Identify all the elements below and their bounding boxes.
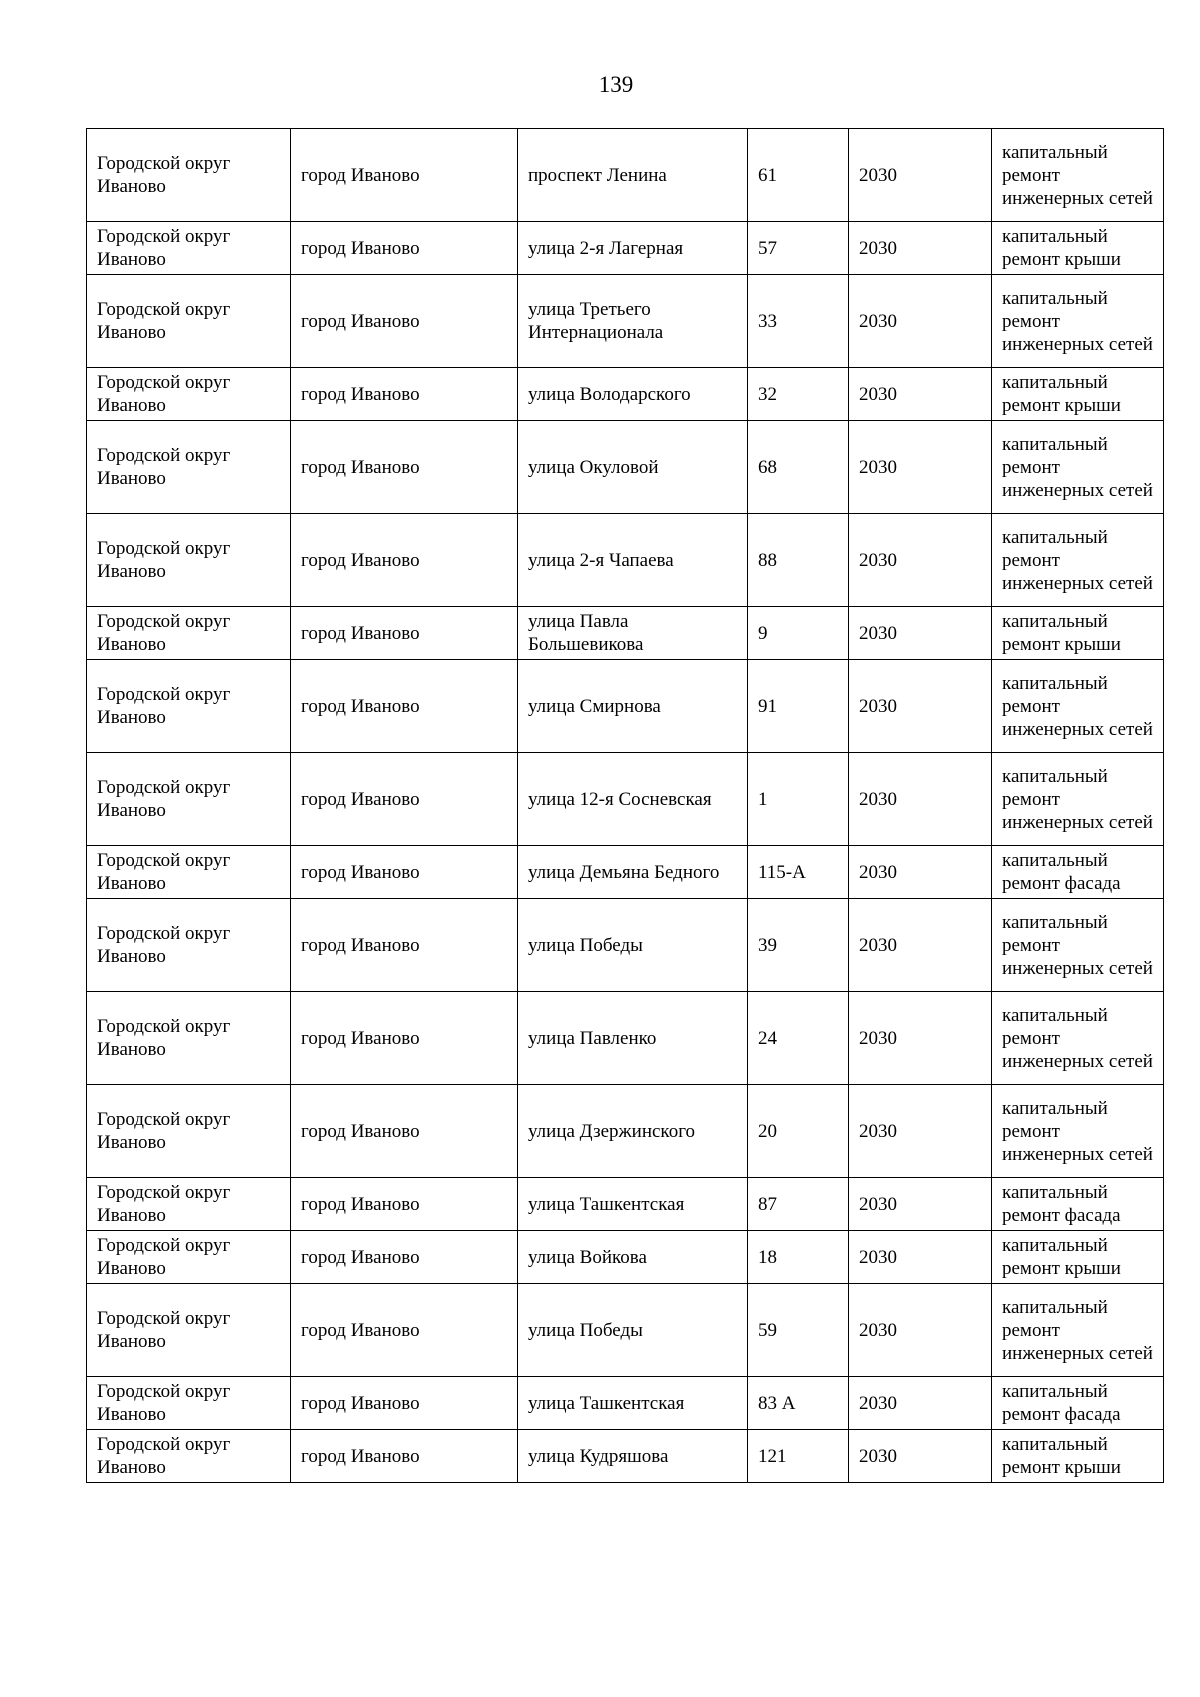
municipality-cell — [87, 1430, 291, 1483]
year-cell — [849, 514, 992, 607]
work-type-cell — [992, 1430, 1164, 1483]
street-cell — [518, 1284, 748, 1377]
work-type-cell — [992, 421, 1164, 514]
table-row — [87, 1430, 1164, 1483]
settlement-cell — [291, 1377, 518, 1430]
table-row — [87, 1085, 1164, 1178]
street-cell-text: проспект Ленина — [528, 164, 667, 186]
year-cell-text: 2030 — [859, 310, 897, 332]
street-cell — [518, 992, 748, 1085]
house-number-cell — [748, 275, 849, 368]
work-type-cell-text: капитальный ремонт инженерных сетей — [1002, 1097, 1153, 1165]
table-row — [87, 992, 1164, 1085]
table-row — [87, 607, 1164, 660]
work-type-cell — [992, 129, 1164, 222]
table-row — [87, 222, 1164, 275]
year-cell — [849, 846, 992, 899]
municipality-cell — [87, 421, 291, 514]
house-number-cell — [748, 992, 849, 1085]
house-number-cell — [748, 1085, 849, 1178]
settlement-cell — [291, 992, 518, 1085]
work-type-cell — [992, 222, 1164, 275]
year-cell-text: 2030 — [859, 1120, 897, 1142]
municipality-cell — [87, 753, 291, 846]
municipality-cell-text: Городской округ Иваново — [97, 445, 231, 489]
house-number-cell-text: 33 — [758, 310, 777, 332]
municipality-cell — [87, 607, 291, 660]
house-number-cell-text: 61 — [758, 164, 777, 186]
house-number-cell — [748, 660, 849, 753]
house-number-cell — [748, 1430, 849, 1483]
settlement-cell — [291, 753, 518, 846]
work-type-cell-text: капитальный ремонт фасада — [1002, 1381, 1121, 1425]
work-type-cell — [992, 899, 1164, 992]
settlement-cell — [291, 846, 518, 899]
street-cell-text: улица Ташкентская — [528, 1392, 685, 1414]
table-row — [87, 1284, 1164, 1377]
house-number-cell-text: 20 — [758, 1120, 777, 1142]
year-cell-text: 2030 — [859, 164, 897, 186]
year-cell — [849, 129, 992, 222]
work-type-cell-text: капитальный ремонт фасада — [1002, 1182, 1121, 1226]
street-cell — [518, 275, 748, 368]
municipality-cell — [87, 1178, 291, 1231]
table-row — [87, 846, 1164, 899]
house-number-cell-text: 88 — [758, 549, 777, 571]
house-number-cell — [748, 514, 849, 607]
settlement-cell — [291, 421, 518, 514]
house-number-cell-text: 121 — [758, 1445, 787, 1467]
street-cell — [518, 1377, 748, 1430]
year-cell-text: 2030 — [859, 1027, 897, 1049]
work-type-cell — [992, 368, 1164, 421]
settlement-cell-text: город Иваново — [301, 788, 420, 810]
street-cell — [518, 514, 748, 607]
settlement-cell-text: город Иваново — [301, 164, 420, 186]
settlement-cell-text: город Иваново — [301, 1445, 420, 1467]
municipality-cell-text: Городской округ Иваново — [97, 1434, 231, 1478]
work-type-cell-text: капитальный ремонт инженерных сетей — [1002, 433, 1153, 501]
municipality-cell — [87, 846, 291, 899]
table-body — [87, 129, 1164, 1483]
street-cell — [518, 1085, 748, 1178]
settlement-cell-text: город Иваново — [301, 861, 420, 883]
year-cell — [849, 421, 992, 514]
municipality-cell-text: Городской округ Иваново — [97, 777, 231, 821]
year-cell-text: 2030 — [859, 622, 897, 644]
municipality-cell-text: Городской округ Иваново — [97, 611, 231, 655]
settlement-cell — [291, 1178, 518, 1231]
street-cell-text: улица Володарского — [528, 383, 691, 405]
street-cell — [518, 660, 748, 753]
table-row — [87, 753, 1164, 846]
street-cell-text: улица Смирнова — [528, 695, 661, 717]
municipality-cell — [87, 368, 291, 421]
house-number-cell-text: 83 А — [758, 1392, 796, 1414]
work-type-cell — [992, 1377, 1164, 1430]
work-type-cell-text: капитальный ремонт фасада — [1002, 850, 1121, 894]
municipality-cell-text: Городской округ Иваново — [97, 299, 231, 343]
house-number-cell-text: 115-А — [758, 861, 806, 883]
settlement-cell-text: город Иваново — [301, 1392, 420, 1414]
street-cell — [518, 607, 748, 660]
street-cell — [518, 368, 748, 421]
municipality-cell — [87, 275, 291, 368]
street-cell — [518, 222, 748, 275]
work-type-cell-text: капитальный ремонт инженерных сетей — [1002, 526, 1153, 594]
settlement-cell-text: город Иваново — [301, 622, 420, 644]
house-number-cell-text: 91 — [758, 695, 777, 717]
house-number-cell-text: 39 — [758, 934, 777, 956]
settlement-cell-text: город Иваново — [301, 695, 420, 717]
municipality-cell-text: Городской округ Иваново — [97, 1308, 231, 1352]
municipality-cell — [87, 1085, 291, 1178]
street-cell — [518, 421, 748, 514]
table-row — [87, 899, 1164, 992]
house-number-cell-text: 32 — [758, 383, 777, 405]
municipality-cell-text: Городской округ Иваново — [97, 850, 231, 894]
street-cell-text: улица Кудряшова — [528, 1445, 669, 1467]
year-cell-text: 2030 — [859, 237, 897, 259]
municipality-cell — [87, 1231, 291, 1284]
municipality-cell — [87, 222, 291, 275]
house-number-cell-text: 87 — [758, 1193, 777, 1215]
table-row — [87, 1231, 1164, 1284]
work-type-cell-text: капитальный ремонт инженерных сетей — [1002, 672, 1153, 740]
street-cell-text: улица Войкова — [528, 1246, 647, 1268]
work-type-cell-text: капитальный ремонт инженерных сетей — [1002, 141, 1153, 209]
work-type-cell — [992, 1231, 1164, 1284]
work-type-cell — [992, 1085, 1164, 1178]
house-number-cell — [748, 899, 849, 992]
year-cell-text: 2030 — [859, 1445, 897, 1467]
municipality-cell-text: Городской округ Иваново — [97, 1016, 231, 1060]
year-cell — [849, 607, 992, 660]
settlement-cell — [291, 222, 518, 275]
house-number-cell-text: 68 — [758, 456, 777, 478]
street-cell-text: улица Павла Большевикова — [528, 611, 644, 655]
municipality-cell-text: Городской округ Иваново — [97, 1381, 231, 1425]
table-row — [87, 368, 1164, 421]
year-cell — [849, 1377, 992, 1430]
settlement-cell-text: город Иваново — [301, 934, 420, 956]
house-number-cell-text: 57 — [758, 237, 777, 259]
house-number-cell-text: 18 — [758, 1246, 777, 1268]
year-cell-text: 2030 — [859, 549, 897, 571]
table-row — [87, 421, 1164, 514]
house-number-cell — [748, 753, 849, 846]
settlement-cell — [291, 607, 518, 660]
work-type-cell — [992, 1284, 1164, 1377]
municipality-cell — [87, 992, 291, 1085]
settlement-cell-text: город Иваново — [301, 549, 420, 571]
year-cell-text: 2030 — [859, 788, 897, 810]
settlement-cell — [291, 660, 518, 753]
settlement-cell — [291, 275, 518, 368]
table-row — [87, 1377, 1164, 1430]
settlement-cell — [291, 1430, 518, 1483]
street-cell-text: улица 2-я Чапаева — [528, 549, 674, 571]
work-type-cell-text: капитальный ремонт крыши — [1002, 372, 1121, 416]
work-type-cell-text: капитальный ремонт крыши — [1002, 1235, 1121, 1279]
house-number-cell — [748, 129, 849, 222]
municipality-cell-text: Городской округ Иваново — [97, 226, 231, 270]
house-number-cell-text: 1 — [758, 788, 768, 810]
house-number-cell — [748, 1231, 849, 1284]
settlement-cell — [291, 1085, 518, 1178]
work-type-cell — [992, 607, 1164, 660]
work-type-cell-text: капитальный ремонт инженерных сетей — [1002, 1296, 1153, 1364]
repair-schedule-table — [86, 128, 1164, 1483]
work-type-cell-text: капитальный ремонт крыши — [1002, 1434, 1121, 1478]
page-number: 139 — [598, 72, 634, 97]
settlement-cell-text: город Иваново — [301, 1246, 420, 1268]
street-cell — [518, 753, 748, 846]
street-cell — [518, 1178, 748, 1231]
settlement-cell-text: город Иваново — [301, 1319, 420, 1341]
work-type-cell — [992, 275, 1164, 368]
year-cell-text: 2030 — [859, 861, 897, 883]
year-cell — [849, 1085, 992, 1178]
work-type-cell — [992, 992, 1164, 1085]
settlement-cell — [291, 1284, 518, 1377]
street-cell — [518, 846, 748, 899]
settlement-cell-text: город Иваново — [301, 1193, 420, 1215]
settlement-cell-text: город Иваново — [301, 1027, 420, 1049]
work-type-cell — [992, 514, 1164, 607]
house-number-cell — [748, 421, 849, 514]
table-row — [87, 1178, 1164, 1231]
street-cell-text: улица Демьяна Бедного — [528, 861, 720, 883]
year-cell-text: 2030 — [859, 456, 897, 478]
work-type-cell-text: капитальный ремонт инженерных сетей — [1002, 1004, 1153, 1072]
year-cell-text: 2030 — [859, 1246, 897, 1268]
settlement-cell-text: город Иваново — [301, 456, 420, 478]
year-cell — [849, 899, 992, 992]
house-number-cell — [748, 607, 849, 660]
street-cell — [518, 1231, 748, 1284]
settlement-cell-text: город Иваново — [301, 383, 420, 405]
year-cell — [849, 992, 992, 1085]
house-number-cell — [748, 222, 849, 275]
settlement-cell — [291, 899, 518, 992]
settlement-cell-text: город Иваново — [301, 1120, 420, 1142]
work-type-cell-text: капитальный ремонт крыши — [1002, 226, 1121, 270]
street-cell-text: улица Окуловой — [528, 456, 659, 478]
street-cell-text: улица Ташкентская — [528, 1193, 685, 1215]
work-type-cell — [992, 846, 1164, 899]
year-cell — [849, 660, 992, 753]
work-type-cell — [992, 753, 1164, 846]
year-cell-text: 2030 — [859, 1392, 897, 1414]
street-cell-text: улица 12-я Сосневская — [528, 788, 712, 810]
year-cell — [849, 1284, 992, 1377]
work-type-cell-text: капитальный ремонт инженерных сетей — [1002, 287, 1153, 355]
table-row — [87, 275, 1164, 368]
municipality-cell-text: Городской округ Иваново — [97, 538, 231, 582]
settlement-cell — [291, 1231, 518, 1284]
work-type-cell-text: капитальный ремонт инженерных сетей — [1002, 911, 1153, 979]
year-cell-text: 2030 — [859, 934, 897, 956]
work-type-cell — [992, 1178, 1164, 1231]
year-cell — [849, 753, 992, 846]
municipality-cell-text: Городской округ Иваново — [97, 1235, 231, 1279]
work-type-cell-text: капитальный ремонт крыши — [1002, 611, 1121, 655]
year-cell — [849, 1430, 992, 1483]
municipality-cell-text: Городской округ Иваново — [97, 372, 231, 416]
work-type-cell-text: капитальный ремонт инженерных сетей — [1002, 765, 1153, 833]
table-row — [87, 514, 1164, 607]
municipality-cell-text: Городской округ Иваново — [97, 153, 231, 197]
house-number-cell-text: 9 — [758, 622, 768, 644]
house-number-cell — [748, 1377, 849, 1430]
year-cell-text: 2030 — [859, 695, 897, 717]
table-row — [87, 660, 1164, 753]
street-cell-text: улица Павленко — [528, 1027, 657, 1049]
street-cell — [518, 899, 748, 992]
year-cell — [849, 1178, 992, 1231]
year-cell-text: 2030 — [859, 1319, 897, 1341]
municipality-cell — [87, 1377, 291, 1430]
street-cell — [518, 129, 748, 222]
street-cell-text: улица Дзержинского — [528, 1120, 696, 1142]
municipality-cell-text: Городской округ Иваново — [97, 923, 231, 967]
municipality-cell — [87, 514, 291, 607]
year-cell — [849, 275, 992, 368]
settlement-cell — [291, 514, 518, 607]
street-cell — [518, 1430, 748, 1483]
year-cell — [849, 1231, 992, 1284]
house-number-cell — [748, 846, 849, 899]
settlement-cell-text: город Иваново — [301, 237, 420, 259]
house-number-cell — [748, 1284, 849, 1377]
street-cell-text: улица Победы — [528, 1319, 643, 1341]
year-cell-text: 2030 — [859, 1193, 897, 1215]
year-cell-text: 2030 — [859, 383, 897, 405]
work-type-cell — [992, 660, 1164, 753]
house-number-cell — [748, 368, 849, 421]
street-cell-text: улица Победы — [528, 934, 643, 956]
house-number-cell — [748, 1178, 849, 1231]
municipality-cell — [87, 1284, 291, 1377]
house-number-cell-text: 59 — [758, 1319, 777, 1341]
municipality-cell-text: Городской округ Иваново — [97, 684, 231, 728]
settlement-cell — [291, 368, 518, 421]
municipality-cell — [87, 660, 291, 753]
street-cell-text: улица Третьего Интернационала — [528, 299, 664, 343]
table-row — [87, 129, 1164, 222]
municipality-cell-text: Городской округ Иваново — [97, 1182, 231, 1226]
year-cell — [849, 222, 992, 275]
house-number-cell-text: 24 — [758, 1027, 777, 1049]
settlement-cell — [291, 129, 518, 222]
municipality-cell-text: Городской округ Иваново — [97, 1109, 231, 1153]
municipality-cell — [87, 899, 291, 992]
municipality-cell — [87, 129, 291, 222]
year-cell — [849, 368, 992, 421]
settlement-cell-text: город Иваново — [301, 310, 420, 332]
street-cell-text: улица 2-я Лагерная — [528, 237, 684, 259]
